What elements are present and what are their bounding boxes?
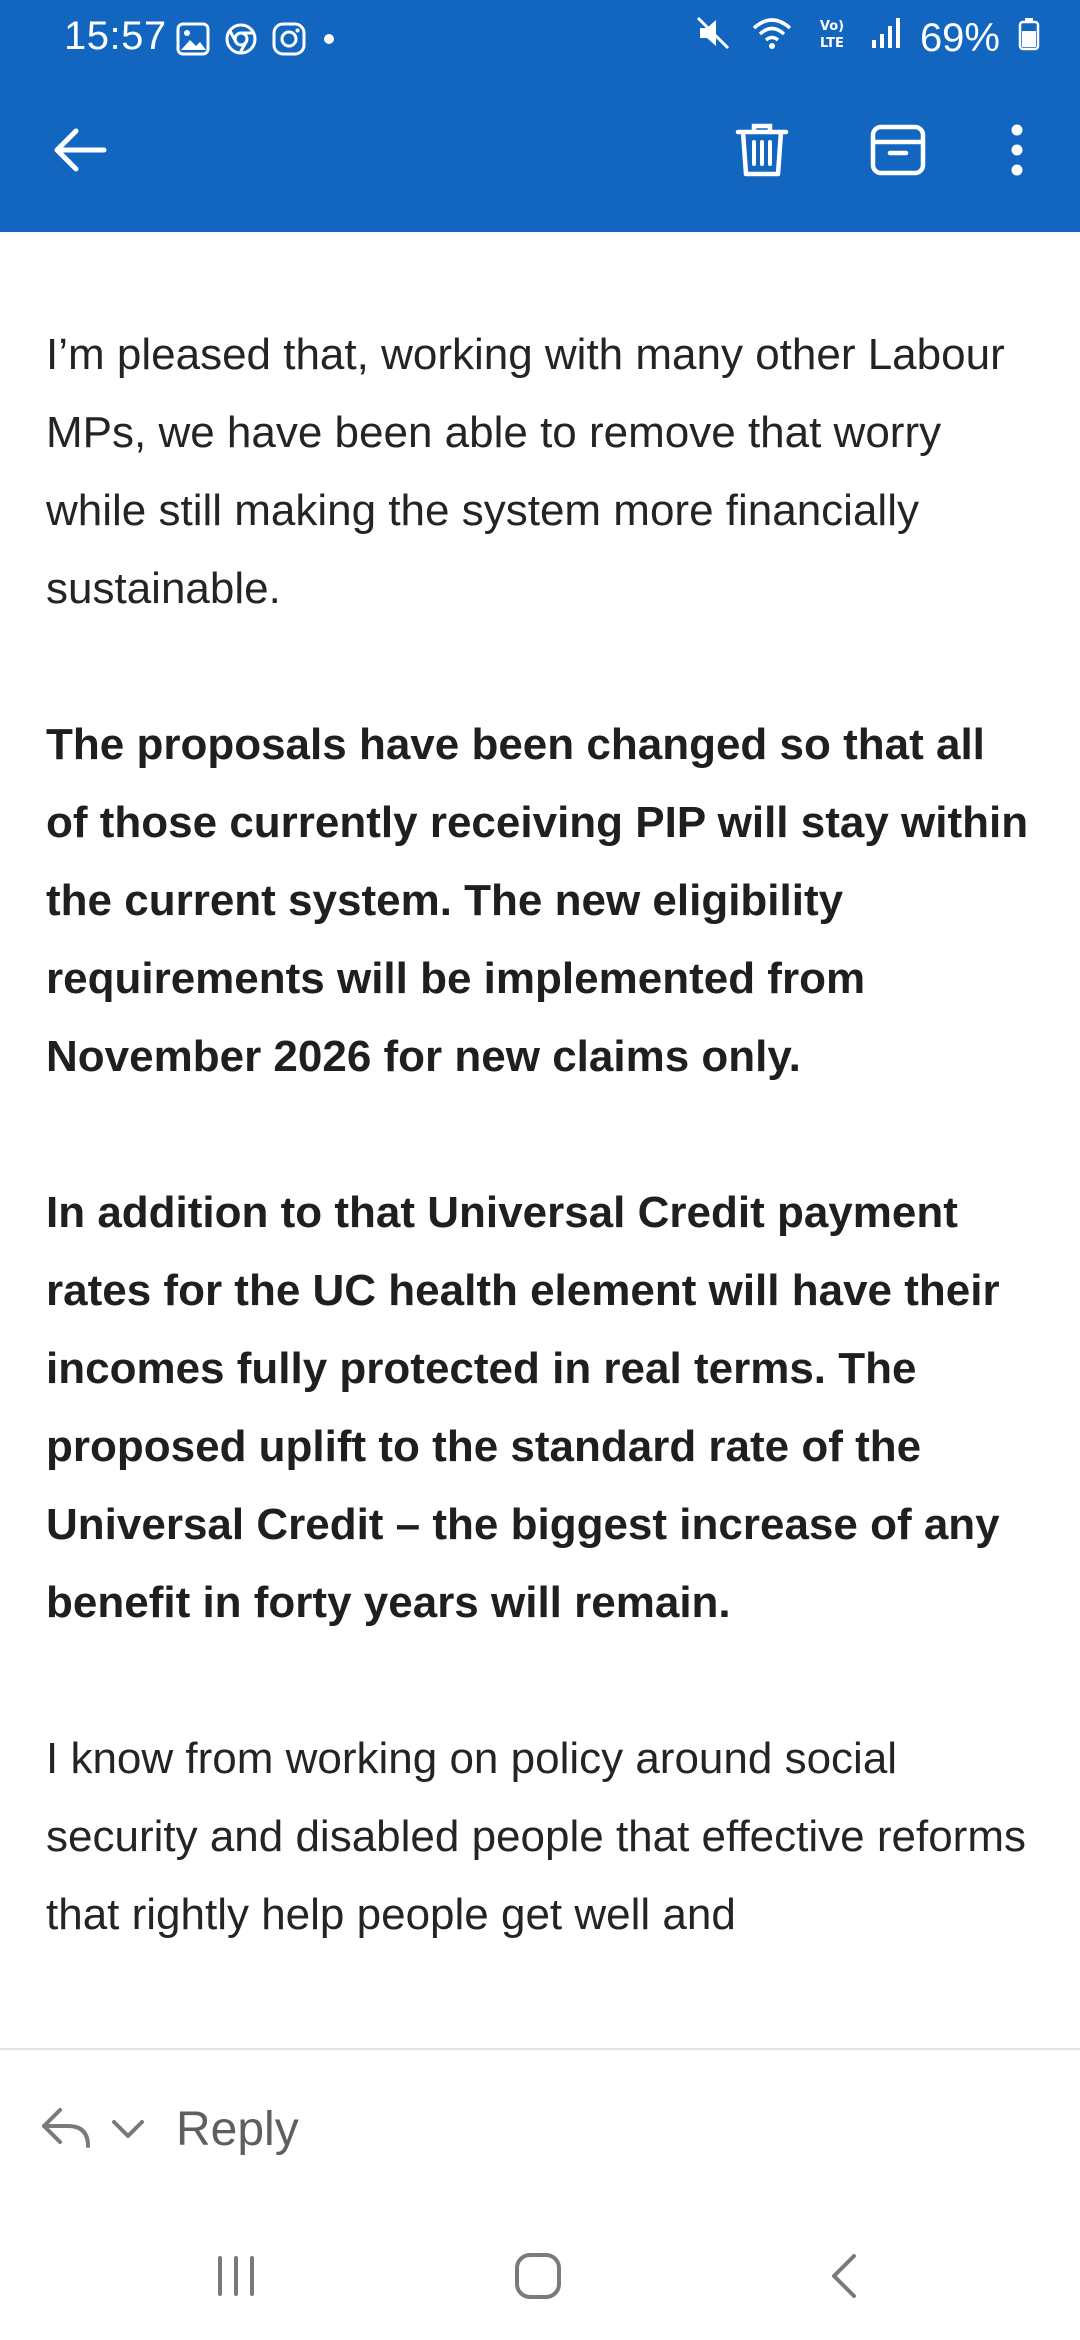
email-paragraph: I’m pleased that, working with many other Labour MPs, we have been able to remove that worry while still making the system more financially sustainable.: [46, 330, 1005, 613]
svg-text:LTE: LTE: [819, 36, 844, 51]
recents-icon[interactable]: [212, 2252, 260, 2305]
email-paragraph: In addition to that Universal Credit payment rates for the UC health element will have their incomes fully protected in real terms. The proposed uplift to the standard rate of the Universal Credit – the biggest increase of any benefit in forty years will remain.: [46, 1188, 1000, 1627]
reply-arrow-icon[interactable]: [38, 2104, 94, 2159]
status-bar: [0, 0, 1080, 80]
status-time: 15:57: [64, 14, 167, 58]
notification-dot-icon: [320, 22, 338, 61]
email-body: [46, 316, 1036, 2032]
delete-button[interactable]: [722, 112, 802, 192]
back-icon[interactable]: [824, 2250, 864, 2307]
app-bar: [0, 0, 1080, 232]
email-paragraph: The proposals have been changed so that all of those currently receiving PIP will stay within the current system. The new eligibility requirements will be implemented from November 2026 for new claims only.: [46, 720, 1029, 1081]
back-button[interactable]: [40, 112, 120, 192]
reply-bar[interactable]: [0, 2048, 1080, 2210]
battery-percent: 69%: [919, 15, 1000, 60]
volte-icon: [812, 14, 852, 62]
archive-button[interactable]: [858, 112, 938, 192]
chevron-down-icon[interactable]: [108, 2116, 148, 2149]
archive-icon: [868, 120, 928, 185]
reply-button[interactable]: Reply: [176, 2103, 299, 2156]
instagram-icon: [272, 22, 306, 61]
back-arrow-icon: [50, 120, 110, 185]
wifi-icon: [750, 14, 794, 62]
more-options-button[interactable]: [982, 112, 1052, 192]
home-icon[interactable]: [512, 2250, 564, 2307]
delete-icon: [732, 120, 792, 185]
navigation-bar: [0, 2208, 1080, 2340]
chrome-icon: [224, 22, 258, 61]
mute-icon: [694, 14, 732, 62]
battery-icon: [1018, 16, 1040, 61]
svg-text:Vo): Vo): [819, 19, 845, 34]
gallery-icon: [176, 22, 210, 61]
signal-icon: [870, 14, 902, 62]
more-options-icon: [1007, 120, 1027, 185]
email-paragraph: I know from working on policy around social security and disabled people that effective reforms that rightly help people get well and: [46, 1734, 1026, 1939]
